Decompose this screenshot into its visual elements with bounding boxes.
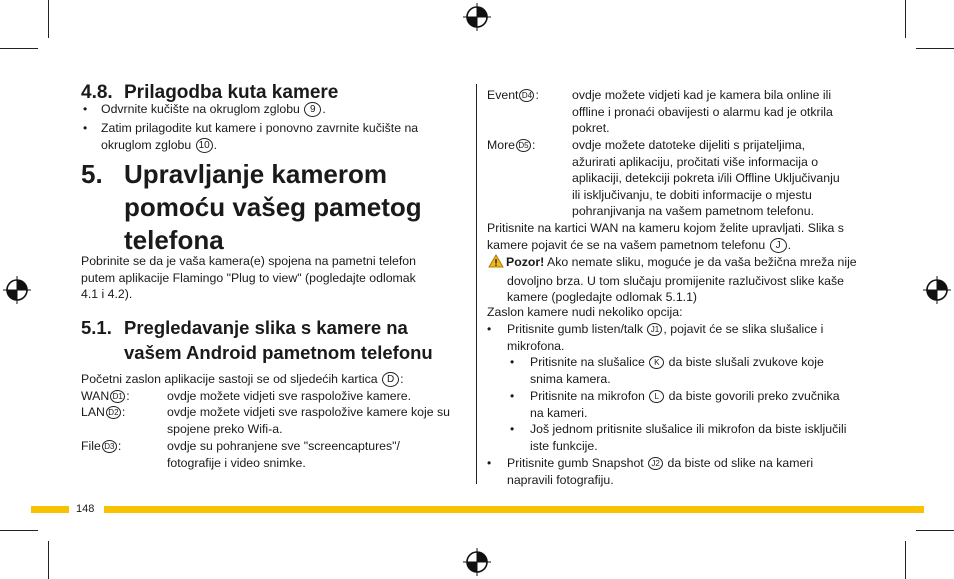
tab-d3-icon: D3 [102, 440, 117, 453]
definition-desc [572, 87, 833, 137]
crop-mark [905, 0, 906, 38]
definition-desc [167, 388, 411, 405]
term-label: More [487, 138, 516, 152]
bullet-text: Odvrnite kučište na okruglom zglobu [101, 102, 304, 116]
crop-mark [905, 541, 906, 579]
snapshot-j2-icon: J2 [648, 457, 663, 470]
definition-term: LAN D2 : [81, 405, 126, 419]
paragraph-line: 4.1 i 4.2). [81, 287, 133, 302]
tab-d5-icon: D5 [516, 139, 531, 152]
chapter-title-line: pomoću vašeg pametog [124, 192, 422, 222]
registration-target-icon [3, 276, 31, 304]
headphones-k-icon: K [649, 356, 664, 369]
bullet-text: napravili fotografiju. [507, 472, 614, 487]
crop-mark [48, 541, 49, 579]
desc-line: fotografije i video snimke. [167, 455, 306, 470]
desc-line: ovdje možete datoteke dijeliti s prijateljima, [572, 138, 806, 152]
section-title-line: Pregledavanje slika s kamere na [124, 317, 408, 338]
desc-line: aplikaciji, detekciji pokreta i/ili Offline Uključivanju [572, 171, 840, 186]
tab-d-icon: D [382, 372, 399, 387]
crop-mark [0, 48, 38, 49]
sub-bullet-item [530, 354, 824, 387]
bullet-icon: • [510, 422, 515, 436]
bullet-text: na kameri. [530, 405, 588, 420]
definition-term: More D5 : [487, 138, 536, 152]
warning-text: dovoljno brza. U tom slučaju promijenite razlučivost slike kaše [507, 273, 844, 288]
chapter-title-line: telefona [124, 225, 224, 255]
bullet-text: snima kamera. [530, 371, 611, 386]
definition-desc [167, 404, 450, 437]
bullet-item [101, 120, 418, 153]
bullet-text: , pojavit će se slika slušalice i [663, 322, 824, 336]
microphone-l-icon: L [649, 390, 664, 403]
paragraph-line: Pritisnite na kartici WAN na kameru kojom želite upravljati. Slika s [487, 221, 844, 235]
paragraph-text: : [400, 372, 404, 386]
warning-text: kamere (pogledajte odlomak 5.1.1) [507, 290, 698, 305]
bullet-icon: • [510, 355, 515, 369]
bullet-text: mikrofona. [507, 338, 565, 353]
desc-line: ovdje možete vidjeti sve raspoložive kamere koje su [167, 405, 450, 419]
desc-line: ovdje možete vidjeti sve raspoložive kamere. [167, 389, 411, 403]
desc-line: ili isključivanju, te dobiti informacije o mjestu [572, 187, 812, 202]
footer-accent-bar-left [31, 506, 69, 513]
footer-accent-bar [104, 506, 924, 513]
bullet-text: . [322, 102, 326, 116]
chapter-title-line: Upravljanje kamerom [124, 159, 388, 189]
definition-term: WAN D1 : [81, 389, 130, 403]
desc-line: offline i pronaći obavijesti o alarmu kad je otkrila [572, 104, 833, 119]
bullet-text: okruglom zglobu [101, 137, 195, 152]
bullet-text: da biste slušali zvukove koje [665, 355, 824, 369]
bullet-icon: • [510, 389, 515, 403]
term-label: File [81, 439, 101, 453]
bullet-icon: • [83, 102, 88, 116]
desc-line: ovdje su pohranjene sve "screencaptures"/ [167, 439, 400, 453]
registration-target-icon [923, 276, 951, 304]
desc-line: ažurirati aplikaciju, pročitati više informacija o [572, 154, 819, 169]
desc-line: ovdje možete vidjeti kad je kamera bila online ili [572, 88, 832, 102]
desc-line: spojene preko Wifi-a. [167, 421, 283, 436]
warning-triangle-icon [488, 254, 504, 273]
page-number: 148 [76, 503, 95, 515]
bullet-text: Još jednom pritisnite slušalice ili mikrofon da biste isključili [530, 422, 847, 436]
crop-mark [916, 48, 954, 49]
definition-desc [572, 137, 840, 220]
component-10-icon: 10 [196, 138, 213, 153]
bullet-text: iste funkcije. [530, 438, 598, 453]
paragraph-line: putem aplikacije Flamingo "Plug to view" (pogledajte odlomak [81, 270, 416, 285]
sub-bullet-item [530, 421, 846, 454]
bullet-text: da biste govorili preko zvučnika [665, 389, 840, 403]
registration-target-icon [463, 548, 491, 576]
bullet-text: Pritisnite na mikrofon [530, 389, 649, 403]
sub-bullet-item [530, 388, 840, 421]
desc-line: pohranjivanja na vašem pametnom telefonu. [572, 204, 814, 219]
bullet-icon: • [487, 322, 492, 336]
chapter-5-title [124, 158, 422, 257]
bullet-text: Pritisnite na slušalice [530, 355, 649, 369]
crop-mark [0, 530, 38, 531]
bullet-item [507, 321, 823, 354]
bullet-text: . [213, 137, 218, 152]
bullet-text: Zatim prilagodite kut kamere i ponovno zavrnite kučište na [101, 121, 419, 135]
section-5-1-number: 5.1. [81, 317, 112, 338]
term-label: WAN [81, 389, 110, 403]
bullet-item [507, 455, 813, 488]
definition-term: Event D4 : [487, 88, 539, 102]
screen-j-icon: J [770, 238, 787, 253]
paragraph-line: Pobrinite se da je vaša kamera(e) spojena na pametni telefon [81, 254, 416, 268]
intro-paragraph [81, 253, 461, 303]
press-wan-paragraph [487, 220, 844, 253]
tab-d2-icon: D2 [106, 406, 121, 419]
component-9-icon: 9 [304, 102, 321, 117]
definition-desc [167, 438, 400, 471]
section-title-line: vašem Android pametnom telefonu [124, 342, 433, 363]
chapter-5-number: 5. [81, 159, 103, 189]
tab-d1-icon: D1 [110, 390, 125, 403]
column-divider [476, 84, 477, 484]
section-4-8-title: Prilagodba kuta kamere [124, 82, 339, 103]
warning-label: Pozor! [506, 255, 545, 269]
section-5-1-title [124, 315, 433, 365]
home-screen-text [81, 371, 403, 388]
warning-text: Ako nemate sliku, moguće je da vaša bežična mreža nije [544, 255, 857, 269]
term-label: Event [487, 88, 519, 102]
warning-block [487, 254, 857, 306]
crop-mark [48, 0, 49, 38]
bullet-text: Pritisnite gumb listen/talk [507, 322, 647, 336]
definition-term: File D3 : [81, 439, 122, 453]
desc-line: pokret. [572, 121, 610, 136]
section-4-8-number: 4.8. [81, 82, 113, 103]
registration-target-icon [463, 3, 491, 31]
paragraph-text: kamere pojavit će se na vašem pametnom telefonu [487, 237, 769, 252]
tab-d4-icon: D4 [519, 89, 534, 102]
crop-mark [916, 530, 954, 531]
paragraph-text: Početni zaslon aplikacije sastoji se od sljedećih kartica [81, 372, 382, 386]
paragraph-text: . [787, 237, 792, 252]
bullet-icon: • [487, 456, 492, 470]
listen-talk-j1-icon: J1 [647, 323, 662, 336]
bullet-item [101, 101, 326, 118]
bullet-text: da biste od slike na kameri [664, 456, 814, 470]
bullet-icon: • [83, 121, 88, 135]
bullet-text: Pritisnite gumb Snapshot [507, 456, 648, 470]
options-intro: Zaslon kamere nudi nekoliko opcija: [487, 305, 683, 319]
term-label: LAN [81, 405, 105, 419]
